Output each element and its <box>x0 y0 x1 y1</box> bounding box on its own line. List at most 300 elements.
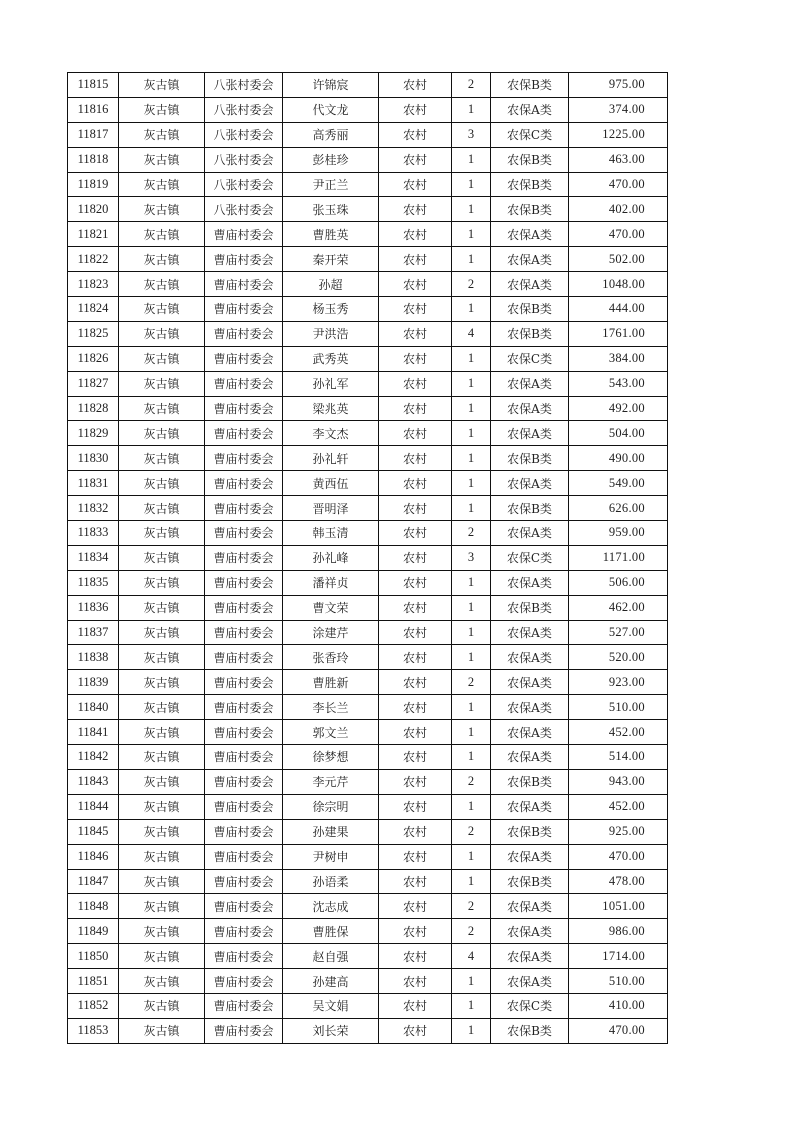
cell-person-name: 孙语柔 <box>283 869 379 894</box>
cell-insurance-category: 农保B类 <box>491 297 569 322</box>
cell-person-name: 李文杰 <box>283 421 379 446</box>
cell-village-committee: 曹庙村委会 <box>205 993 283 1018</box>
table-row <box>68 396 668 421</box>
cell-amount: 1225.00 <box>569 122 668 147</box>
cell-amount: 1171.00 <box>569 545 668 570</box>
cell-insurance-category: 农保A类 <box>491 745 569 770</box>
cell-area-type: 农村 <box>379 371 452 396</box>
cell-town: 灰古镇 <box>119 993 205 1018</box>
cell-area-type: 农村 <box>379 247 452 272</box>
cell-village-committee: 曹庙村委会 <box>205 819 283 844</box>
cell-row-id: 11818 <box>68 147 119 172</box>
table-row <box>68 944 668 969</box>
cell-insurance-category: 农保A类 <box>491 670 569 695</box>
cell-village-committee: 曹庙村委会 <box>205 446 283 471</box>
cell-area-type: 农村 <box>379 869 452 894</box>
cell-town: 灰古镇 <box>119 819 205 844</box>
cell-village-committee: 八张村委会 <box>205 73 283 98</box>
cell-row-id: 11850 <box>68 944 119 969</box>
cell-village-committee: 曹庙村委会 <box>205 1018 283 1043</box>
cell-amount: 520.00 <box>569 645 668 670</box>
cell-area-type: 农村 <box>379 446 452 471</box>
table-body <box>68 73 668 1044</box>
cell-village-committee: 曹庙村委会 <box>205 272 283 297</box>
cell-household-count: 2 <box>452 670 491 695</box>
table-row <box>68 620 668 645</box>
cell-row-id: 11844 <box>68 794 119 819</box>
cell-person-name: 高秀丽 <box>283 122 379 147</box>
cell-household-count: 1 <box>452 247 491 272</box>
cell-insurance-category: 农保A类 <box>491 521 569 546</box>
cell-insurance-category: 农保B类 <box>491 769 569 794</box>
cell-village-committee: 曹庙村委会 <box>205 346 283 371</box>
cell-town: 灰古镇 <box>119 545 205 570</box>
cell-area-type: 农村 <box>379 545 452 570</box>
cell-row-id: 11836 <box>68 595 119 620</box>
table-row <box>68 446 668 471</box>
cell-area-type: 农村 <box>379 969 452 994</box>
cell-village-committee: 曹庙村委会 <box>205 521 283 546</box>
cell-area-type: 农村 <box>379 321 452 346</box>
cell-amount: 374.00 <box>569 97 668 122</box>
cell-village-committee: 曹庙村委会 <box>205 496 283 521</box>
table-row <box>68 1018 668 1043</box>
cell-town: 灰古镇 <box>119 197 205 222</box>
cell-household-count: 1 <box>452 471 491 496</box>
cell-amount: 626.00 <box>569 496 668 521</box>
cell-row-id: 11831 <box>68 471 119 496</box>
cell-insurance-category: 农保A类 <box>491 570 569 595</box>
cell-town: 灰古镇 <box>119 421 205 446</box>
table-row <box>68 471 668 496</box>
cell-area-type: 农村 <box>379 521 452 546</box>
cell-village-committee: 曹庙村委会 <box>205 620 283 645</box>
cell-household-count: 1 <box>452 695 491 720</box>
cell-town: 灰古镇 <box>119 371 205 396</box>
cell-row-id: 11848 <box>68 894 119 919</box>
cell-area-type: 农村 <box>379 819 452 844</box>
cell-village-committee: 曹庙村委会 <box>205 695 283 720</box>
cell-row-id: 11817 <box>68 122 119 147</box>
cell-amount: 923.00 <box>569 670 668 695</box>
cell-person-name: 晋明泽 <box>283 496 379 521</box>
cell-person-name: 徐梦想 <box>283 745 379 770</box>
cell-amount: 986.00 <box>569 919 668 944</box>
table-row <box>68 794 668 819</box>
cell-row-id: 11815 <box>68 73 119 98</box>
cell-area-type: 农村 <box>379 595 452 620</box>
cell-row-id: 11822 <box>68 247 119 272</box>
cell-person-name: 孙礼峰 <box>283 545 379 570</box>
cell-person-name: 潘祥贞 <box>283 570 379 595</box>
cell-amount: 506.00 <box>569 570 668 595</box>
cell-insurance-category: 农保B类 <box>491 147 569 172</box>
cell-household-count: 1 <box>452 197 491 222</box>
cell-person-name: 孙礼军 <box>283 371 379 396</box>
cell-household-count: 1 <box>452 421 491 446</box>
cell-village-committee: 八张村委会 <box>205 172 283 197</box>
cell-amount: 492.00 <box>569 396 668 421</box>
cell-area-type: 农村 <box>379 894 452 919</box>
cell-insurance-category: 农保C类 <box>491 545 569 570</box>
cell-row-id: 11826 <box>68 346 119 371</box>
cell-town: 灰古镇 <box>119 769 205 794</box>
table-row <box>68 521 668 546</box>
cell-area-type: 农村 <box>379 944 452 969</box>
cell-amount: 478.00 <box>569 869 668 894</box>
cell-town: 灰古镇 <box>119 720 205 745</box>
cell-row-id: 11835 <box>68 570 119 595</box>
table-row <box>68 695 668 720</box>
table-row <box>68 595 668 620</box>
cell-village-committee: 曹庙村委会 <box>205 297 283 322</box>
cell-person-name: 张玉珠 <box>283 197 379 222</box>
cell-household-count: 1 <box>452 297 491 322</box>
cell-amount: 490.00 <box>569 446 668 471</box>
cell-village-committee: 曹庙村委会 <box>205 321 283 346</box>
cell-household-count: 2 <box>452 919 491 944</box>
cell-row-id: 11832 <box>68 496 119 521</box>
cell-village-committee: 八张村委会 <box>205 122 283 147</box>
cell-household-count: 1 <box>452 969 491 994</box>
cell-village-committee: 曹庙村委会 <box>205 844 283 869</box>
cell-row-id: 11820 <box>68 197 119 222</box>
cell-village-committee: 曹庙村委会 <box>205 222 283 247</box>
table-row <box>68 321 668 346</box>
cell-area-type: 农村 <box>379 620 452 645</box>
cell-town: 灰古镇 <box>119 894 205 919</box>
cell-area-type: 农村 <box>379 197 452 222</box>
cell-row-id: 11841 <box>68 720 119 745</box>
cell-town: 灰古镇 <box>119 595 205 620</box>
cell-town: 灰古镇 <box>119 471 205 496</box>
cell-household-count: 1 <box>452 222 491 247</box>
cell-household-count: 1 <box>452 172 491 197</box>
cell-row-id: 11853 <box>68 1018 119 1043</box>
cell-insurance-category: 农保A类 <box>491 222 569 247</box>
table-row <box>68 297 668 322</box>
cell-village-committee: 曹庙村委会 <box>205 794 283 819</box>
cell-person-name: 曹胜英 <box>283 222 379 247</box>
cell-village-committee: 八张村委会 <box>205 147 283 172</box>
cell-insurance-category: 农保B类 <box>491 595 569 620</box>
cell-town: 灰古镇 <box>119 695 205 720</box>
table-row <box>68 993 668 1018</box>
cell-insurance-category: 农保B类 <box>491 321 569 346</box>
cell-area-type: 农村 <box>379 570 452 595</box>
cell-village-committee: 曹庙村委会 <box>205 919 283 944</box>
cell-household-count: 2 <box>452 521 491 546</box>
cell-row-id: 11846 <box>68 844 119 869</box>
cell-village-committee: 曹庙村委会 <box>205 769 283 794</box>
cell-village-committee: 曹庙村委会 <box>205 396 283 421</box>
cell-town: 灰古镇 <box>119 346 205 371</box>
cell-household-count: 2 <box>452 819 491 844</box>
cell-village-committee: 曹庙村委会 <box>205 869 283 894</box>
cell-amount: 470.00 <box>569 172 668 197</box>
cell-village-committee: 曹庙村委会 <box>205 371 283 396</box>
cell-town: 灰古镇 <box>119 122 205 147</box>
cell-town: 灰古镇 <box>119 222 205 247</box>
cell-insurance-category: 农保B类 <box>491 73 569 98</box>
cell-household-count: 1 <box>452 346 491 371</box>
table-row <box>68 720 668 745</box>
cell-village-committee: 曹庙村委会 <box>205 944 283 969</box>
cell-amount: 452.00 <box>569 720 668 745</box>
cell-household-count: 1 <box>452 446 491 471</box>
cell-amount: 527.00 <box>569 620 668 645</box>
cell-row-id: 11852 <box>68 993 119 1018</box>
cell-town: 灰古镇 <box>119 172 205 197</box>
cell-row-id: 11847 <box>68 869 119 894</box>
cell-area-type: 农村 <box>379 794 452 819</box>
cell-town: 灰古镇 <box>119 1018 205 1043</box>
cell-area-type: 农村 <box>379 272 452 297</box>
cell-household-count: 1 <box>452 794 491 819</box>
table-row <box>68 645 668 670</box>
cell-row-id: 11839 <box>68 670 119 695</box>
cell-household-count: 2 <box>452 272 491 297</box>
cell-person-name: 代文龙 <box>283 97 379 122</box>
cell-town: 灰古镇 <box>119 919 205 944</box>
cell-area-type: 农村 <box>379 670 452 695</box>
cell-amount: 943.00 <box>569 769 668 794</box>
cell-person-name: 曹胜新 <box>283 670 379 695</box>
cell-row-id: 11828 <box>68 396 119 421</box>
cell-household-count: 1 <box>452 844 491 869</box>
cell-person-name: 尹洪浩 <box>283 321 379 346</box>
cell-person-name: 秦开荣 <box>283 247 379 272</box>
cell-amount: 470.00 <box>569 1018 668 1043</box>
cell-person-name: 黄西伍 <box>283 471 379 496</box>
table-row <box>68 545 668 570</box>
cell-area-type: 农村 <box>379 993 452 1018</box>
cell-amount: 504.00 <box>569 421 668 446</box>
cell-amount: 463.00 <box>569 147 668 172</box>
cell-row-id: 11834 <box>68 545 119 570</box>
cell-town: 灰古镇 <box>119 645 205 670</box>
cell-area-type: 农村 <box>379 346 452 371</box>
table-row <box>68 346 668 371</box>
table-row <box>68 272 668 297</box>
cell-household-count: 3 <box>452 122 491 147</box>
cell-area-type: 农村 <box>379 97 452 122</box>
table-row <box>68 197 668 222</box>
cell-area-type: 农村 <box>379 844 452 869</box>
cell-person-name: 许锦宸 <box>283 73 379 98</box>
table-row <box>68 421 668 446</box>
cell-area-type: 农村 <box>379 421 452 446</box>
cell-insurance-category: 农保A类 <box>491 272 569 297</box>
cell-amount: 975.00 <box>569 73 668 98</box>
cell-amount: 959.00 <box>569 521 668 546</box>
cell-town: 灰古镇 <box>119 496 205 521</box>
cell-row-id: 11825 <box>68 321 119 346</box>
cell-town: 灰古镇 <box>119 247 205 272</box>
cell-area-type: 农村 <box>379 122 452 147</box>
table-row <box>68 819 668 844</box>
cell-insurance-category: 农保B类 <box>491 1018 569 1043</box>
cell-amount: 1051.00 <box>569 894 668 919</box>
cell-insurance-category: 农保A类 <box>491 371 569 396</box>
cell-amount: 402.00 <box>569 197 668 222</box>
cell-insurance-category: 农保B类 <box>491 197 569 222</box>
cell-insurance-category: 农保A类 <box>491 794 569 819</box>
table-row <box>68 122 668 147</box>
cell-household-count: 1 <box>452 1018 491 1043</box>
cell-village-committee: 曹庙村委会 <box>205 247 283 272</box>
cell-area-type: 农村 <box>379 172 452 197</box>
cell-village-committee: 曹庙村委会 <box>205 421 283 446</box>
cell-amount: 510.00 <box>569 969 668 994</box>
table-row <box>68 570 668 595</box>
cell-person-name: 梁兆英 <box>283 396 379 421</box>
cell-row-id: 11845 <box>68 819 119 844</box>
cell-area-type: 农村 <box>379 471 452 496</box>
cell-person-name: 孙超 <box>283 272 379 297</box>
cell-row-id: 11824 <box>68 297 119 322</box>
cell-town: 灰古镇 <box>119 73 205 98</box>
cell-row-id: 11816 <box>68 97 119 122</box>
cell-amount: 410.00 <box>569 993 668 1018</box>
cell-town: 灰古镇 <box>119 272 205 297</box>
cell-insurance-category: 农保A类 <box>491 969 569 994</box>
cell-area-type: 农村 <box>379 147 452 172</box>
cell-person-name: 张香玲 <box>283 645 379 670</box>
cell-area-type: 农村 <box>379 720 452 745</box>
cell-area-type: 农村 <box>379 73 452 98</box>
cell-insurance-category: 农保C类 <box>491 122 569 147</box>
cell-insurance-category: 农保A类 <box>491 396 569 421</box>
table-row <box>68 844 668 869</box>
cell-village-committee: 曹庙村委会 <box>205 545 283 570</box>
cell-town: 灰古镇 <box>119 620 205 645</box>
cell-insurance-category: 农保B类 <box>491 869 569 894</box>
cell-person-name: 曹胜保 <box>283 919 379 944</box>
cell-village-committee: 八张村委会 <box>205 97 283 122</box>
cell-village-committee: 曹庙村委会 <box>205 595 283 620</box>
cell-area-type: 农村 <box>379 769 452 794</box>
cell-household-count: 2 <box>452 769 491 794</box>
cell-household-count: 4 <box>452 944 491 969</box>
table-row <box>68 670 668 695</box>
cell-town: 灰古镇 <box>119 570 205 595</box>
cell-household-count: 2 <box>452 73 491 98</box>
cell-household-count: 1 <box>452 869 491 894</box>
table-row <box>68 894 668 919</box>
cell-row-id: 11827 <box>68 371 119 396</box>
cell-area-type: 农村 <box>379 695 452 720</box>
cell-person-name: 李元芹 <box>283 769 379 794</box>
cell-town: 灰古镇 <box>119 969 205 994</box>
cell-household-count: 1 <box>452 645 491 670</box>
cell-person-name: 刘长荣 <box>283 1018 379 1043</box>
cell-town: 灰古镇 <box>119 521 205 546</box>
cell-amount: 452.00 <box>569 794 668 819</box>
cell-amount: 514.00 <box>569 745 668 770</box>
table-row <box>68 969 668 994</box>
cell-village-committee: 曹庙村委会 <box>205 471 283 496</box>
cell-person-name: 徐宗明 <box>283 794 379 819</box>
cell-amount: 549.00 <box>569 471 668 496</box>
table-row <box>68 371 668 396</box>
data-table <box>67 72 668 1044</box>
cell-town: 灰古镇 <box>119 297 205 322</box>
cell-town: 灰古镇 <box>119 844 205 869</box>
table-row <box>68 745 668 770</box>
cell-amount: 1714.00 <box>569 944 668 969</box>
table-row <box>68 222 668 247</box>
cell-household-count: 3 <box>452 545 491 570</box>
cell-town: 灰古镇 <box>119 446 205 471</box>
cell-person-name: 郭文兰 <box>283 720 379 745</box>
cell-household-count: 1 <box>452 620 491 645</box>
cell-person-name: 曹文荣 <box>283 595 379 620</box>
cell-insurance-category: 农保A类 <box>491 844 569 869</box>
cell-person-name: 彭桂珍 <box>283 147 379 172</box>
cell-row-id: 11823 <box>68 272 119 297</box>
table-row <box>68 73 668 98</box>
cell-amount: 1761.00 <box>569 321 668 346</box>
cell-person-name: 孙建果 <box>283 819 379 844</box>
cell-town: 灰古镇 <box>119 670 205 695</box>
cell-row-id: 11849 <box>68 919 119 944</box>
cell-household-count: 1 <box>452 993 491 1018</box>
cell-insurance-category: 农保A类 <box>491 620 569 645</box>
cell-area-type: 农村 <box>379 919 452 944</box>
cell-row-id: 11829 <box>68 421 119 446</box>
cell-area-type: 农村 <box>379 645 452 670</box>
table-row <box>68 919 668 944</box>
cell-person-name: 孙礼轩 <box>283 446 379 471</box>
cell-insurance-category: 农保A类 <box>491 894 569 919</box>
cell-village-committee: 曹庙村委会 <box>205 745 283 770</box>
cell-insurance-category: 农保A类 <box>491 919 569 944</box>
cell-person-name: 尹树申 <box>283 844 379 869</box>
cell-row-id: 11851 <box>68 969 119 994</box>
cell-amount: 462.00 <box>569 595 668 620</box>
cell-household-count: 1 <box>452 745 491 770</box>
cell-insurance-category: 农保A类 <box>491 247 569 272</box>
cell-amount: 470.00 <box>569 844 668 869</box>
cell-insurance-category: 农保A类 <box>491 720 569 745</box>
cell-town: 灰古镇 <box>119 944 205 969</box>
cell-household-count: 1 <box>452 570 491 595</box>
cell-insurance-category: 农保A类 <box>491 97 569 122</box>
cell-household-count: 2 <box>452 894 491 919</box>
cell-household-count: 4 <box>452 321 491 346</box>
cell-area-type: 农村 <box>379 496 452 521</box>
cell-town: 灰古镇 <box>119 869 205 894</box>
cell-area-type: 农村 <box>379 222 452 247</box>
table-row <box>68 247 668 272</box>
table-row <box>68 97 668 122</box>
cell-amount: 384.00 <box>569 346 668 371</box>
cell-person-name: 韩玉清 <box>283 521 379 546</box>
cell-amount: 470.00 <box>569 222 668 247</box>
table-row <box>68 496 668 521</box>
cell-village-committee: 曹庙村委会 <box>205 570 283 595</box>
cell-amount: 502.00 <box>569 247 668 272</box>
cell-person-name: 赵自强 <box>283 944 379 969</box>
cell-insurance-category: 农保A类 <box>491 695 569 720</box>
cell-row-id: 11842 <box>68 745 119 770</box>
cell-town: 灰古镇 <box>119 794 205 819</box>
cell-row-id: 11840 <box>68 695 119 720</box>
cell-row-id: 11843 <box>68 769 119 794</box>
cell-insurance-category: 农保B类 <box>491 172 569 197</box>
cell-amount: 543.00 <box>569 371 668 396</box>
